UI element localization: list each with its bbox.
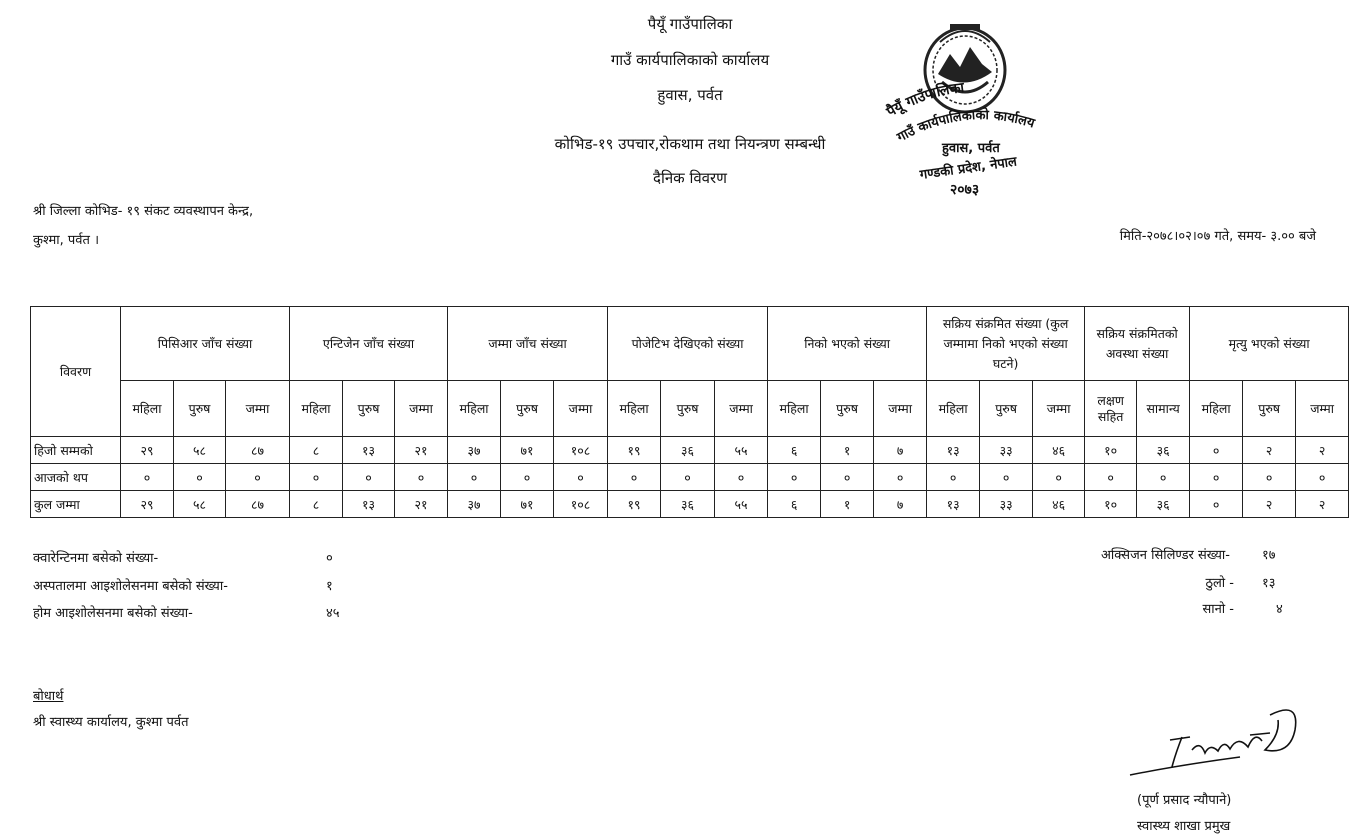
office-address: हुवास, पर्वत	[657, 86, 723, 104]
table-cell: ०	[1137, 464, 1190, 491]
table-cell: ०	[174, 464, 226, 491]
table-cell: २	[1243, 491, 1296, 518]
quarantine-label: क्वारेन्टिनमा बसेको संख्या-	[33, 551, 159, 566]
oxygen-big-value: १३	[1262, 576, 1276, 591]
header-row-groups	[31, 307, 1349, 381]
row-label: आजको थप	[31, 464, 121, 491]
table-row	[31, 491, 1349, 518]
table-row	[31, 437, 1349, 464]
date-time: मिति-२०७८।०२।०७ गते, समय- ३.०० बजे	[1119, 229, 1316, 244]
covid-report-table	[30, 306, 1349, 518]
seal-text-line4: गण्डकी प्रदेश, नेपाल	[918, 154, 1018, 183]
sub-total: जम्मा	[874, 381, 927, 437]
signatory-designation: स्वास्थ्य शाखा प्रमुख	[1137, 819, 1231, 834]
table-body	[31, 437, 1349, 518]
sub-total: जम्मा	[1296, 381, 1349, 437]
sub-male: पुरुष	[661, 381, 715, 437]
group-recovered: निको भएको संख्या	[768, 307, 927, 381]
table-cell: ०	[121, 464, 174, 491]
group-active: सक्रिय संक्रमित संख्या (कुल जम्मामा निको भएको संख्या घटने)	[927, 307, 1085, 381]
table-cell: २	[1296, 491, 1349, 518]
hospital-isolation-label: अस्पतालमा आइशोलेसनमा बसेको संख्या-	[33, 579, 228, 594]
sub-total: जम्मा	[554, 381, 608, 437]
table-cell: १९	[608, 491, 661, 518]
table-cell: ०	[980, 464, 1033, 491]
signatory-name: (पूर्ण प्रसाद न्यौपाने)	[1137, 793, 1232, 808]
table-cell: ६	[768, 491, 821, 518]
table-cell: १३	[927, 491, 980, 518]
row-label: हिजो सम्मको	[31, 437, 121, 464]
table-cell: ३६	[1137, 437, 1190, 464]
table-cell: ३६	[1137, 491, 1190, 518]
table-cell: ०	[1033, 464, 1085, 491]
recipient-line1: श्री जिल्ला कोभिड- १९ संकट व्यवस्थापन केन्द्र,	[33, 204, 254, 219]
table-cell: ८७	[226, 437, 290, 464]
table-cell: ०	[821, 464, 874, 491]
sub-male: पुरुष	[501, 381, 554, 437]
table-cell: ३७	[448, 491, 501, 518]
table-cell: १	[821, 437, 874, 464]
sub-total: जम्मा	[226, 381, 290, 437]
sub-symptomatic: लक्षण सहित	[1085, 381, 1137, 437]
table-cell: ०	[608, 464, 661, 491]
oxygen-big-label: ठुलो -	[1205, 576, 1234, 591]
sub-female: महिला	[927, 381, 980, 437]
table-cell: १९	[608, 437, 661, 464]
home-isolation-label: होम आइशोलेसनमा बसेको संख्या-	[33, 606, 193, 621]
table-cell: ०	[1085, 464, 1137, 491]
table-cell: १०	[1085, 437, 1137, 464]
office-name: पैयूँ गाउँपालिका	[647, 15, 733, 33]
table-cell: ०	[1190, 464, 1243, 491]
table-cell: ३३	[980, 491, 1033, 518]
office-subtitle: गाउँ कार्यपालिकाको कार्यालय	[610, 51, 770, 69]
table-cell: ४६	[1033, 437, 1085, 464]
table-cell: ०	[448, 464, 501, 491]
table-cell: ०	[395, 464, 448, 491]
report-subtitle: दैनिक विवरण	[652, 169, 727, 187]
table-cell: १	[821, 491, 874, 518]
table-cell: १०८	[554, 491, 608, 518]
sub-normal: सामान्य	[1137, 381, 1190, 437]
table-cell: २९	[121, 437, 174, 464]
sub-male: पुरुष	[980, 381, 1033, 437]
sub-total: जम्मा	[715, 381, 768, 437]
table-cell: ५५	[715, 437, 768, 464]
group-positive: पोजेटिभ देखिएको संख्या	[608, 307, 768, 381]
table-cell: २	[1243, 437, 1296, 464]
signature-icon	[1120, 695, 1320, 790]
table-cell: ३६	[661, 437, 715, 464]
table-cell: ३६	[661, 491, 715, 518]
table-cell: ०	[1190, 437, 1243, 464]
row-label: कुल जम्मा	[31, 491, 121, 518]
office-seal-stamp	[880, 12, 1060, 202]
group-antigen: एन्टिजेन जाँच संख्या	[290, 307, 448, 381]
seal-text-line3: हुवास, पर्वत	[942, 141, 1000, 156]
oxygen-cylinder-label: अक्सिजन सिलिण्डर संख्या-	[1101, 548, 1230, 563]
table-cell: ७१	[501, 437, 554, 464]
table-cell: ०	[715, 464, 768, 491]
quarantine-value: ०	[326, 551, 333, 566]
table-cell: ०	[1296, 464, 1349, 491]
table-cell: २९	[121, 491, 174, 518]
group-total-tests: जम्मा जाँच संख्या	[448, 307, 608, 381]
sub-male: पुरुष	[174, 381, 226, 437]
table-cell: ५८	[174, 491, 226, 518]
table-cell: ०	[343, 464, 395, 491]
table-cell: २१	[395, 491, 448, 518]
cc-line: श्री स्वास्थ्य कार्यालय, कुश्मा पर्वत	[33, 715, 189, 730]
table-cell: ७	[874, 491, 927, 518]
table-cell: ०	[1243, 464, 1296, 491]
recipient-line2: कुश्मा, पर्वत ।	[33, 233, 99, 248]
table-cell: ७१	[501, 491, 554, 518]
table-cell: ६	[768, 437, 821, 464]
sub-male: पुरुष	[821, 381, 874, 437]
table-cell: २	[1296, 437, 1349, 464]
table-row	[31, 464, 1349, 491]
sub-male: पुरुष	[343, 381, 395, 437]
oxygen-small-value: ४	[1276, 602, 1283, 617]
table-cell: ०	[554, 464, 608, 491]
table-cell: ८	[290, 491, 343, 518]
header-row-sub	[31, 381, 1349, 437]
seal-year: २०७३	[950, 182, 980, 198]
home-isolation-value: ४५	[326, 606, 340, 621]
row-header-cell: विवरण	[31, 307, 121, 437]
table-cell: २१	[395, 437, 448, 464]
oxygen-cylinder-value: १७	[1262, 548, 1276, 563]
sub-female: महिला	[1190, 381, 1243, 437]
sub-female: महिला	[290, 381, 343, 437]
table-cell: ८	[290, 437, 343, 464]
group-pcr: पिसिआर जाँच संख्या	[121, 307, 290, 381]
oxygen-small-label: सानो -	[1202, 602, 1234, 617]
table-cell: ५८	[174, 437, 226, 464]
table-cell: ०	[927, 464, 980, 491]
table-cell: ०	[226, 464, 290, 491]
sub-female: महिला	[608, 381, 661, 437]
table-cell: ०	[768, 464, 821, 491]
sub-female: महिला	[768, 381, 821, 437]
table-cell: ५५	[715, 491, 768, 518]
sub-total: जम्मा	[395, 381, 448, 437]
seal-text-line2: गाउँ कार्यपालिकाको कार्यालय	[894, 108, 1037, 146]
table-cell: १०	[1085, 491, 1137, 518]
table-cell: ०	[290, 464, 343, 491]
table-cell: ३३	[980, 437, 1033, 464]
table-cell: ८७	[226, 491, 290, 518]
seal-text-line1: पैयूँ गाउँपालिका	[884, 79, 965, 121]
sub-female: महिला	[448, 381, 501, 437]
table-cell: ०	[1190, 491, 1243, 518]
table-cell: ०	[874, 464, 927, 491]
table-cell: १०८	[554, 437, 608, 464]
sub-total: जम्मा	[1033, 381, 1085, 437]
table-cell: १३	[343, 437, 395, 464]
table-cell: १३	[927, 437, 980, 464]
hospital-isolation-value: १	[326, 579, 333, 594]
table-cell: ०	[661, 464, 715, 491]
table-cell: ४६	[1033, 491, 1085, 518]
sub-male: पुरुष	[1243, 381, 1296, 437]
table-cell: १३	[343, 491, 395, 518]
cc-title: बोधार्थ	[33, 689, 64, 704]
table-cell: ७	[874, 437, 927, 464]
report-title: कोभिड-१९ उपचार,रोकथाम तथा नियन्त्रण सम्बन्धी	[554, 135, 826, 153]
group-active-status: सक्रिय संक्रमितको अवस्था संख्या	[1085, 307, 1190, 381]
sub-female: महिला	[121, 381, 174, 437]
group-deaths: मृत्यु भएको संख्या	[1190, 307, 1349, 381]
table-cell: ३७	[448, 437, 501, 464]
table-cell: ०	[501, 464, 554, 491]
